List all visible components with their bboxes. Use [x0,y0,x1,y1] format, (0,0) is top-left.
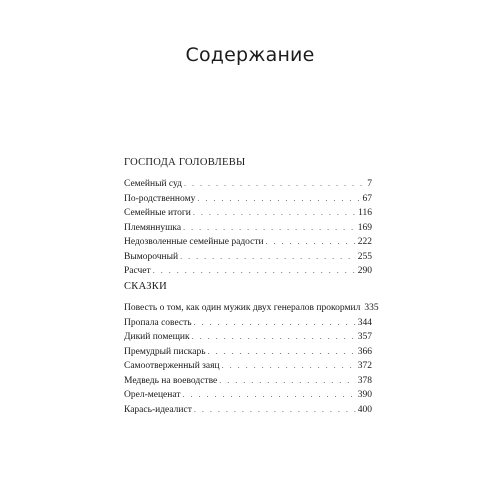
dot-leader [266,235,356,250]
toc-entry-page-number: 372 [357,361,372,371]
toc-entry[interactable] [124,316,372,331]
toc-entry-page-number: 366 [357,346,372,357]
page-title: Содержание [185,44,315,66]
toc-entry-title: По-родственному [124,193,196,204]
toc-entry-title: Расчет [124,266,151,276]
dot-leader [197,192,360,207]
toc-entry-page-number: 344 [357,317,372,328]
toc-entry-page-number: 378 [357,375,372,386]
toc-entry-page-number: 222 [357,237,372,247]
toc-entry-title: Племяннушка [124,222,182,233]
toc-entry[interactable] [124,264,372,279]
dot-leader [183,221,356,236]
toc-entry-title: Медведь на воеводстве [124,375,218,386]
toc-entry[interactable] [124,206,372,221]
toc-entry[interactable] [124,403,372,418]
toc-entry-page-number: 7 [367,179,372,189]
toc-entry-page-number: 390 [357,390,372,400]
dot-leader [219,374,356,389]
toc-entry-title: Повесть о том, как один мужик двух генералов прокормил [124,303,361,313]
toc-entry[interactable] [124,221,372,236]
toc-entry-page-number: 290 [357,266,372,276]
toc-list [124,177,372,279]
dot-leader [208,345,356,360]
dot-leader [182,388,355,403]
toc-entry-title: Пропала совесть [124,317,192,328]
dot-leader [194,316,356,331]
toc-entry-page-number: 67 [362,193,372,204]
toc-entry-title: Семейный суд [124,179,182,189]
dot-leader [194,403,356,418]
section-heading: СКАЗКИ [124,281,167,292]
toc-entry-title: Семейные итоги [124,208,191,218]
toc-entry-title: Премудрый пискарь [124,346,206,357]
dot-leader [184,177,365,192]
dot-leader [153,264,356,279]
dot-leader [193,206,356,221]
toc-entry-page-number: 335 [364,303,379,313]
toc-entry-title: Орел-меценат [124,390,181,400]
toc-entry[interactable] [124,330,372,345]
toc-entry-page-number: 400 [357,404,372,415]
toc-section-golovlevy [124,156,372,279]
toc-entry-page-number: 255 [357,251,372,262]
toc-section-skazki [124,280,379,417]
toc-entry-page-number: 357 [357,332,372,342]
dot-leader [180,250,356,265]
toc-entry[interactable] [124,345,372,360]
toc-entry[interactable] [124,192,372,207]
toc-entry[interactable] [124,301,379,316]
toc-entry[interactable] [124,235,372,250]
toc-list [124,301,379,417]
dot-leader [192,330,356,345]
toc-entry[interactable] [124,250,372,265]
toc-entry[interactable] [124,374,372,389]
toc-entry-page-number: 116 [358,208,372,218]
toc-entry-title: Недозволенные семейные радости [124,237,264,247]
toc-entry-title: Выморочный [124,251,179,262]
toc-entry-title: Карась-идеалист [124,404,192,415]
toc-entry[interactable] [124,359,372,374]
toc-entry[interactable] [124,177,372,192]
toc-entry-title: Дикий помещик [124,332,190,342]
toc-entry-page-number: 169 [357,222,372,233]
toc-entry[interactable] [124,388,372,403]
section-heading: ГОСПОДА ГОЛОВЛЕВЫ [124,157,246,168]
toc-entry-title: Самоотверженный заяц [124,361,220,371]
dot-leader [222,359,356,374]
